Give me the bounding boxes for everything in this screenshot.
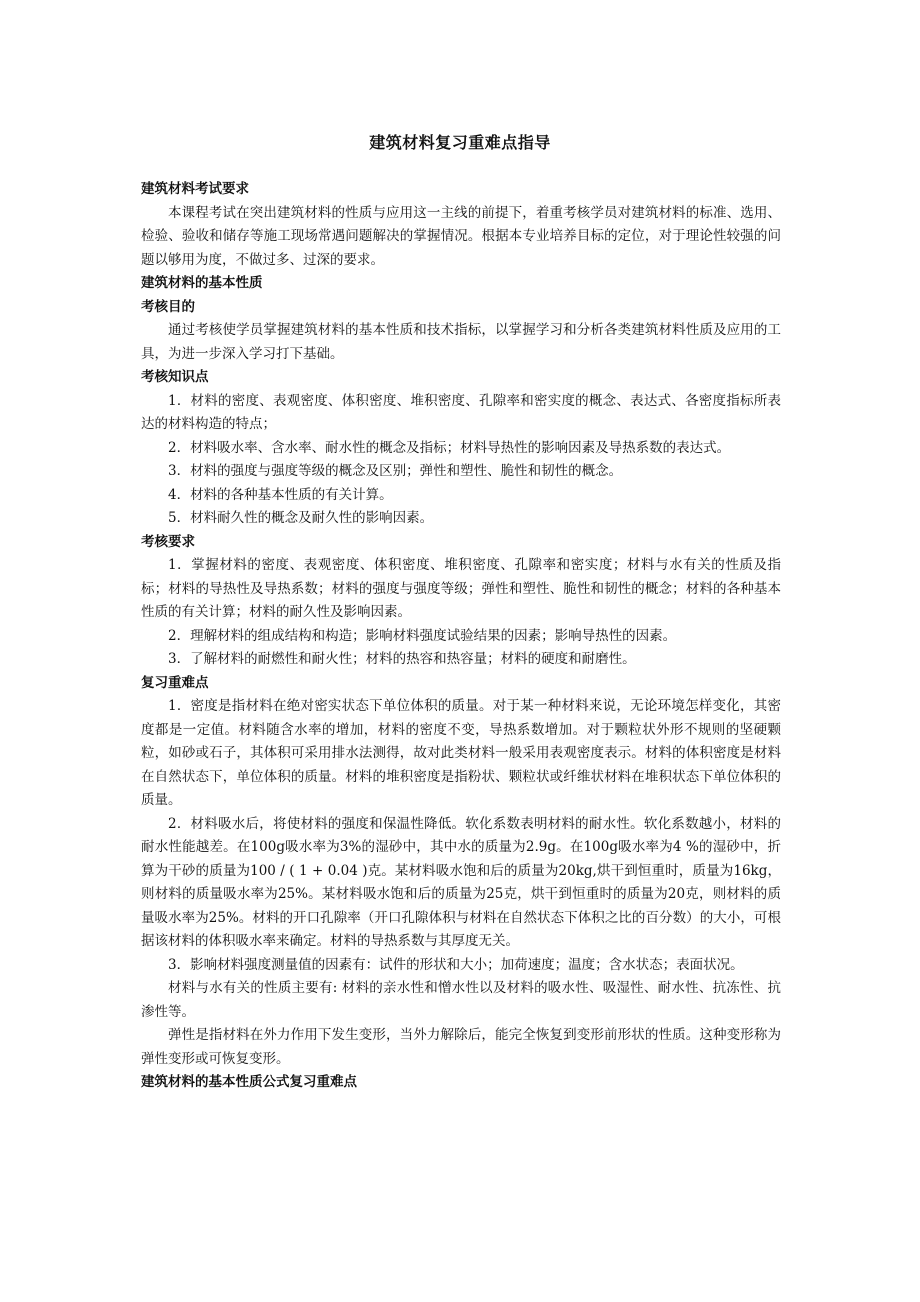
section-heading: 建筑材料考试要求 (141, 181, 249, 197)
paragraph: 弹性是指材料在外力作用下发生变形，当外力解除后，能完全恢复到变形前形状的性质。这种变形称为弹性变形或可恢复变形。 (141, 1027, 781, 1067)
list-item: 3．材料的强度与强度等级的概念及区别；弹性和塑性、脆性和韧性的概念。 (168, 463, 623, 479)
list-item: 5．材料耐久性的概念及耐久性的影响因素。 (168, 510, 434, 526)
list-item: 1．密度是指材料在绝对密实状态下单位体积的质量。对于某一种材料来说，无论环境怎样变化，其密度都是一定值。材料随含水率的增加，材料的密度不变，导热系数增加。对于颗粒状外形不规则的坚硬颗粒，如砂或石子，其体积可采用排水法测得，故对此类材料一般采用表观密度表示。材料的体积密度是材料在自然状态下，单位体积的质量。材料的堆积密度是指粉状、颗粒状或纤维状材料在堆积状态下单位体积的质量。 (141, 698, 781, 808)
paragraph: 材料与水有关的性质主要有: 材料的亲水性和憎水性以及材料的吸水性、吸湿性、耐水性、抗冻性、抗渗性等。 (141, 980, 781, 1020)
section-heading: 建筑材料的基本性质公式复习重难点 (141, 1074, 357, 1090)
subsection-heading: 考核要求 (141, 533, 195, 550)
paragraph: 通过考核使学员掌握建筑材料的基本性质和技术指标，以掌握学习和分析各类建筑材料性质及应用的工具，为进一步深入学习打下基础。 (141, 322, 781, 362)
list-item: 2．理解材料的组成结构和构造；影响材料强度试验结果的因素；影响导热性的因素。 (168, 627, 677, 644)
subsection-heading: 考核目的 (141, 298, 195, 315)
list-item: 3．影响材料强度测量值的因素有：试件的形状和大小；加荷速度；温度；含水状态；表面状况。 (168, 956, 744, 973)
list-item: 1．材料的密度、表观密度、体积密度、堆积密度、孔隙率和密实度的概念、表达式、各密度指标所表达的材料构造的特点； (141, 392, 781, 432)
list-item: 2．材料吸水后，将使材料的强度和保温性降低。软化系数表明材料的耐水性。软化系数越小，材料的耐水性能越差。在100g吸水率为3%的湿砂中，其中水的质量为2.9g。在100g吸水率为4 %的湿砂中，折算为干砂的质量为100 / ( 1 + 0.04 )克。某材料吸水饱和后的质量为20kg,烘干到恒重时，质量为16kg，则材料的质量吸水率为25%。某材料吸水饱和后的质量为25克，烘干到恒重时的质量为20克，则材料的质量吸水率为25%。材料的开口孔隙率（开口孔隙体积与材料在自然状态下体积之比的百分数）的大小，可根据该材料的体积吸水率来确定。材料的导热系数与其厚度无关。 (141, 815, 781, 949)
subsection-heading: 考核知识点 (141, 369, 209, 385)
list-item: 4．材料的各种基本性质的有关计算。 (168, 486, 393, 503)
list-item: 3．了解材料的耐燃性和耐火性；材料的热容和热容量；材料的硬度和耐磨性。 (168, 651, 636, 667)
section-heading: 建筑材料的基本性质 (141, 275, 263, 291)
document-title: 建筑材料复习重难点指导 (369, 133, 551, 152)
subsection-heading: 复习重难点 (141, 674, 209, 691)
list-item: 1．掌握材料的密度、表观密度、体积密度、堆积密度、孔隙率和密实度；材料与水有关的性质及指标；材料的导热性及导热系数；材料的强度与强度等级；弹性和塑性、脆性和韧性的概念；材料的各种基本性质的有关计算；材料的耐久性及影响因素。 (141, 557, 781, 620)
paragraph: 本课程考试在突出建筑材料的性质与应用这一主线的前提下，着重考核学员对建筑材料的标准、选用、检验、验收和储存等施工现场常遇问题解决的掌握情况。根据本专业培养目标的定位，对于理论性较强的问题以够用为度，不做过多、过深的要求。 (141, 204, 781, 268)
list-item: 2．材料吸水率、含水率、耐水性的概念及指标；材料导热性的影响因素及导热系数的表达式。 (168, 439, 731, 456)
document-body (141, 178, 781, 1095)
